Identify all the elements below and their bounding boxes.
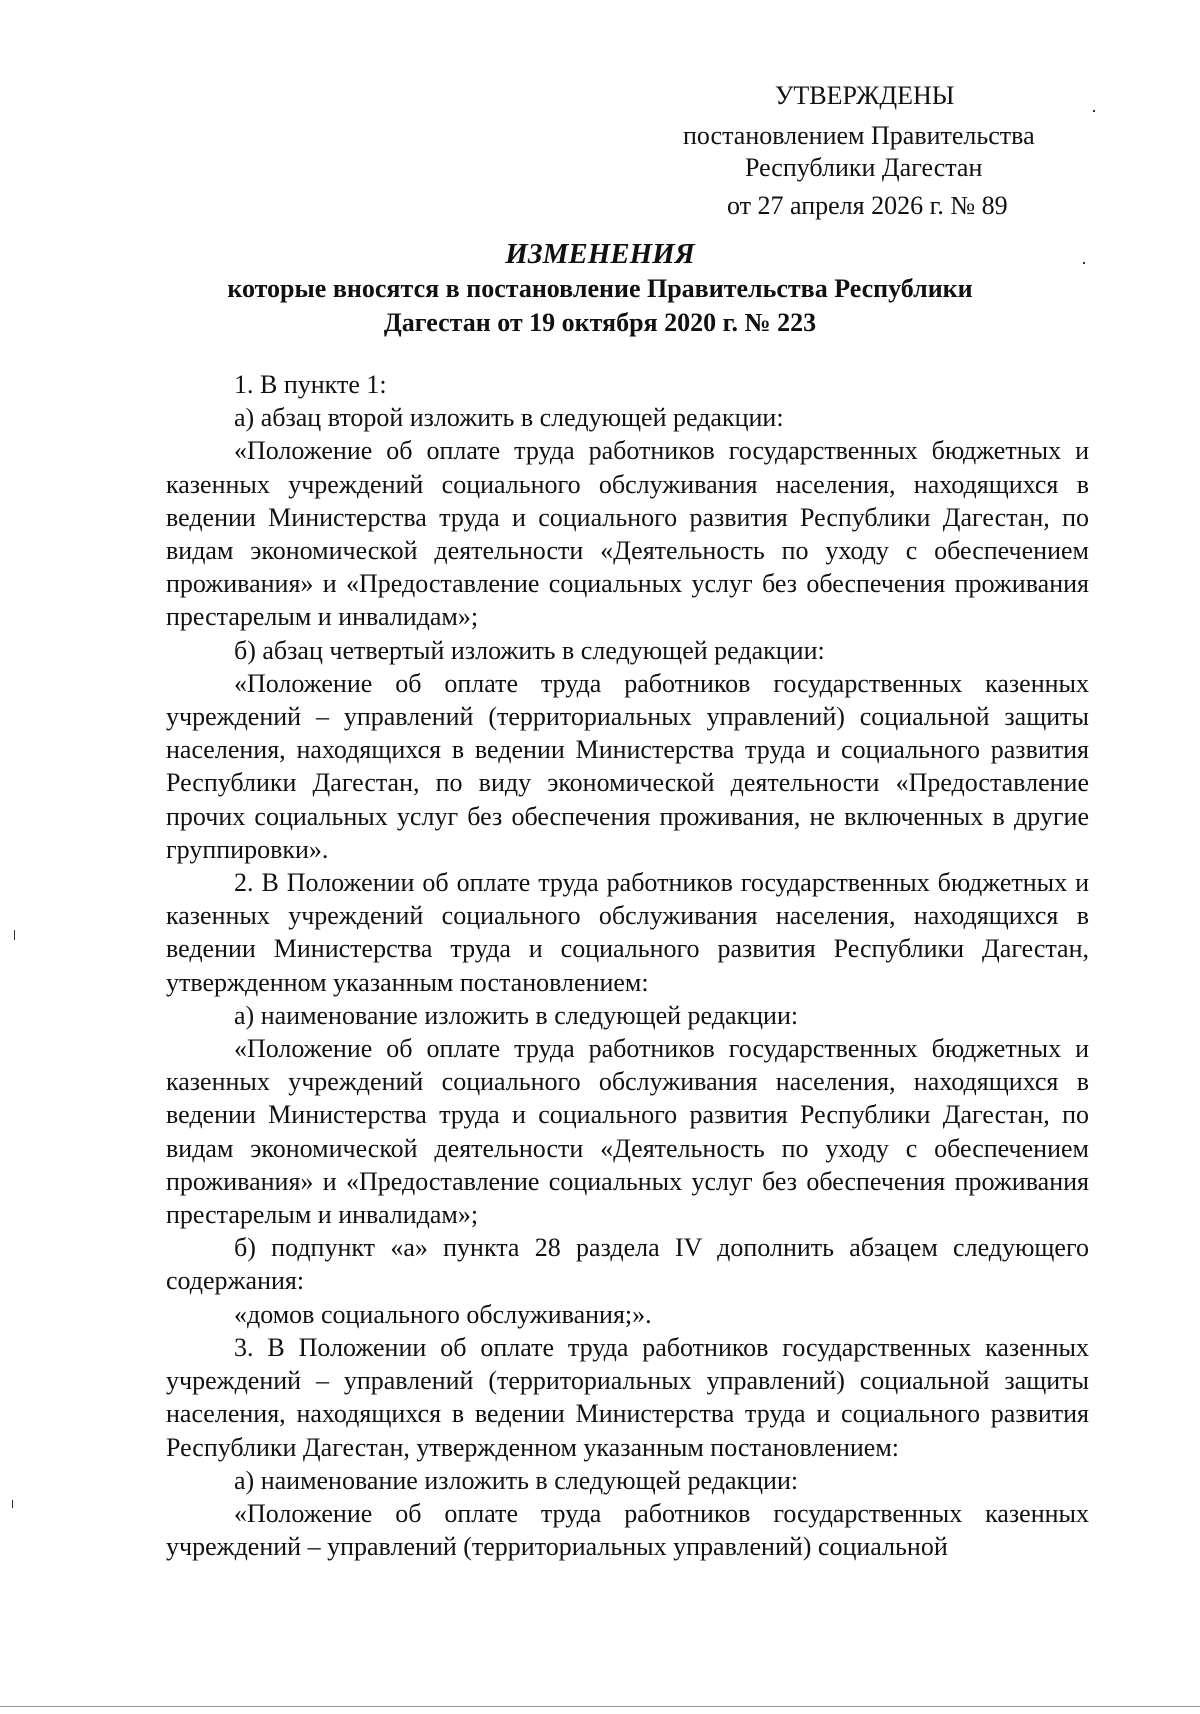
scan-speck xyxy=(1083,262,1085,264)
paragraph-2: 2. В Положении об оплате труда работников государственных бюджетных и казенных учреждений социального обслуживания населения, находящихся в ведении Министерства труда и социального развития Республики Дагестан, утвержденном указанным постановлением: xyxy=(166,868,1089,997)
paragraph-3: 3. В Положении об оплате труда работников государственных казенных учреждений – управлений (территориальных управлений) социальной защиты населения, находящихся в ведении Министерства труда и социального развития Республики Дагестан, утвержденном указанным постановлением: xyxy=(166,1332,1089,1462)
paragraph-1b: б) абзац четвертый изложить в следующей редакции: xyxy=(234,635,825,665)
title-heading: ИЗМЕНЕНИЯ xyxy=(505,238,695,270)
scan-speck xyxy=(12,1500,13,1508)
paragraph-2b: б) подпункт «а» пункта 28 раздела IV дополнить абзацем следующего содержания: xyxy=(166,1233,1089,1296)
approval-date: от 27 апреля 2026 г. № 89 xyxy=(727,191,1008,220)
paragraph-1a: а) абзац второй изложить в следующей редакции: xyxy=(234,403,784,433)
document-title xyxy=(150,236,1050,340)
scan-speck xyxy=(14,930,15,940)
paragraph-1: 1. В пункте 1: xyxy=(234,370,387,399)
scan-bottom-edge xyxy=(0,1706,1200,1707)
approval-region: Республики Дагестан xyxy=(745,153,983,182)
paragraph-2b-quote: «домов социального обслуживания;». xyxy=(234,1299,652,1329)
paragraph-2a-quote: «Положение об оплате труда работников государственных бюджетных и казенных учреждений социального обслуживания населения, находящихся в ведении Министерства труда и социального развития Республики Дагестан, по видам экономической деятельности «Деятельность по уходу с обеспечением проживания» и «Предоставление социальных услуг без обеспечения проживания престарелым и инвалидам»; xyxy=(166,1034,1089,1230)
paragraph-3a-quote: «Положение об оплате труда работников государственных казенных учреждений – управлений (территориальных управлений) социальной xyxy=(166,1498,1089,1562)
title-subtitle-line1: которые вносятся в постановление Правительства Республики xyxy=(227,274,973,303)
scan-speck xyxy=(1093,110,1095,112)
approval-title: УТВЕРЖДЕНЫ xyxy=(775,81,955,110)
title-subtitle-line2: Дагестан от 19 октября 2020 г. № 223 xyxy=(383,308,817,337)
paragraph-1b-quote: «Положение об оплате труда работников государственных казенных учреждений – управлений (территориальных управлений) социальной защиты населения, находящихся в ведении Министерства труда и социального развития Республики Дагестан, по виду экономической деятельности «Предоставление прочих социальных услуг без обеспечения проживания, не включенных в другие группировки». xyxy=(166,668,1089,864)
paragraph-1a-quote: «Положение об оплате труда работников государственных бюджетных и казенных учреждений социального обслуживания населения, находящихся в ведении Министерства труда и социального развития Республики Дагестан, по видам экономической деятельности «Деятельность по уходу с обеспечением проживания» и «Предоставление социальных услуг без обеспечения проживания престарелым и инвалидам»; xyxy=(166,436,1089,632)
paragraph-3a: а) наименование изложить в следующей редакции: xyxy=(234,1465,799,1495)
approval-authority: постановлением Правительства xyxy=(683,121,1035,150)
paragraph-2a: а) наименование изложить в следующей редакции: xyxy=(234,1000,799,1030)
document-body xyxy=(166,368,1089,1563)
